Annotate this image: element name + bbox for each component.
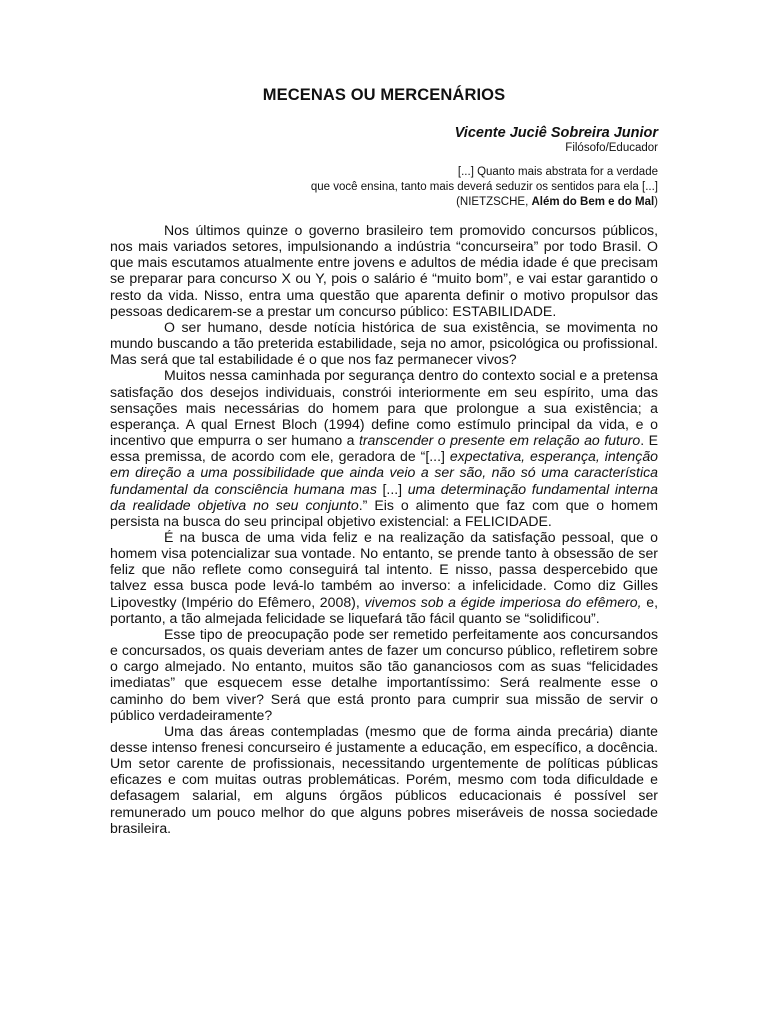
paragraph-3-italic-1: transcender o presente em relação ao futuro	[358, 432, 641, 449]
citation-open: (NIETZSCHE,	[456, 196, 532, 208]
paragraph-4	[110, 529, 658, 626]
article-body	[110, 222, 658, 836]
paragraph-5: Esse tipo de preocupação pode ser remetido perfeitamente aos concursandos e concursados, os quais deveriam antes de fazer um concurso público, refletirem sobre o cargo almejado. No entanto, muitos são tão gananciosos com as suas “felicidades imediatas” que esquecem esse detalhe importantíssimo: Será realmente esse o caminho do bem viver? Será que está pronto para cumprir sua missão de servir o público verdadeiramente?	[110, 625, 658, 723]
paragraph-3-text-c: [...]	[376, 480, 408, 497]
citation-close: )	[654, 196, 658, 208]
paragraph-4-italic-1: vivemos sob a égide imperiosa do efêmero,	[364, 593, 642, 610]
paragraph-4-text-a: É na busca de uma vida feliz e na realização da satisfação pessoal, que o homem visa potencializar sua vontade. No entanto, se prende tanto à obsessão de ser feliz que não reflete como conseguirá tal intento. E nisso, passa despercebido que talvez essa busca pode levá-lo também ao inverso: a infelicidade. Como diz Gilles Lipovestky (Império do Efêmero, 2008),	[110, 528, 658, 610]
paragraph-3-italic-2: expectativa, esperança, intenção em direção a uma possibilidade que ainda veio a ser são, não só uma característica fundamental da consciência humana mas	[110, 448, 658, 497]
paragraph-1: Nos últimos quinze o governo brasileiro tem promovido concursos públicos, nos mais variados setores, impulsionando a indústria “concurseira” por todo Brasil. O que mais escutamos atualmente entre jovens e adultos de média idade é que precisam se preparar para concurso X ou Y, pois o salário é “muito bom”, e vai estar garantido o resto da vida. Nisso, entra uma questão que aparenta definir o motivo propulsor das pessoas dedicarem-se a prestar um concurso público: ESTABILIDADE.	[110, 222, 658, 319]
epigraph-line-2: que você ensina, tanto mais deverá seduzir os sentidos para ela [...]	[310, 181, 658, 193]
document-title: MECENAS OU MERCENÁRIOS	[262, 86, 506, 104]
paragraph-3-text-d: .” Eis o alimento que faz com que o homem persista na busca do seu principal objetivo existencial: a FELICIDADE.	[110, 496, 658, 529]
paragraph-6: Uma das áreas contempladas (mesmo que de forma ainda precária) diante desse intenso frenesi concurseiro é justamente a educação, em específico, a docência. Um setor carente de profissionais, necessitando urgentemente de políticas públicas eficazes e com muitas outras problemáticas. Porém, mesmo com toda dificuldade e defasagem salarial, em alguns órgãos públicos educacionais é possível ser remunerado um pouco melhor do que alguns pobres miseráveis de nossa sociedade brasileira.	[110, 722, 658, 836]
epigraph-citation	[311, 195, 658, 210]
epigraph-line-1: [...] Quanto mais abstrata for a verdade	[457, 166, 658, 178]
author-name: Vicente Juciê Sobreira Junior	[454, 125, 658, 141]
paragraph-3-text-b: . E essa premissa, de acordo com ele, geradora de “[...]	[110, 432, 659, 465]
citation-book-title: Além do Bem e do Mal	[531, 196, 655, 208]
paragraph-2: O ser humano, desde notícia histórica de sua existência, se movimenta no mundo buscando a tão preterida estabilidade, seja no amor, psicológica ou profissional. Mas será que tal estabilidade é o que nos faz permanecer vivos?	[110, 318, 658, 368]
author-role: Filósofo/Educador	[565, 142, 658, 154]
paragraph-3-text-a: Muitos nessa caminhada por segurança dentro do contexto social e a pretensa satisfação dos desejos individuais, constrói interiormente em seu espírito, uma das sensações mais necessárias do homem para que prolongue a sua existência; a esperança. A qual Ernest Bloch (1994) define como estímulo principal da vida, e o incentivo que empurra o ser humano a	[110, 367, 658, 449]
epigraph	[311, 165, 658, 210]
paragraph-4-text-b: e, portanto, a tão almejada felicidade se liquefará tão fácil quanto se “solidificou”.	[110, 593, 658, 626]
paragraph-3-italic-3: uma determinação fundamental interna da realidade objetiva no seu conjunto	[110, 480, 658, 513]
paragraph-3	[110, 367, 658, 529]
